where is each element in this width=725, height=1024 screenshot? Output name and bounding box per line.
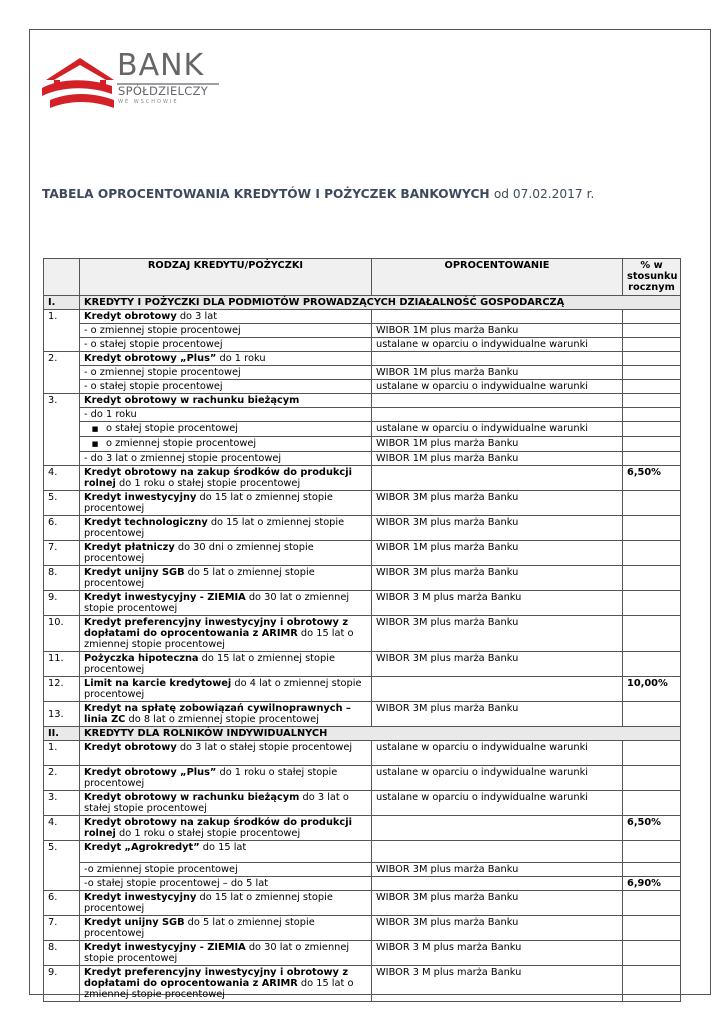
table-header <box>44 259 681 296</box>
logo-bank-text: BANK <box>117 48 205 83</box>
title-date: od 07.02.2017 r. <box>493 187 595 201</box>
table-row: - do 1 roku <box>44 408 681 422</box>
table-row: 6. Kredyt technologiczny do 15 lat o zmiennej stopie procentowej WIBOR 3M plus marża Banku <box>44 516 681 541</box>
table-row: 3. Kredyt obrotowy w rachunku bieżącym do 3 lat o stałej stopie procentowej ustalane w oparciu o indywidualne warunki <box>44 791 681 816</box>
table-row: 2. Kredyt obrotowy „Plus” do 1 roku o stałej stopie procentowej ustalane w oparciu o indywidualne warunki <box>44 766 681 791</box>
table-row: ■ o stałej stopie procentowej ustalane w oparciu o indywidualne warunki <box>44 422 681 437</box>
table-row: 6. Kredyt inwestycyjny do 15 lat o zmiennej stopie procentowej WIBOR 3M plus marża Banku <box>44 891 681 916</box>
logo-subtitle-location: WE WSCHOWIE <box>118 99 179 105</box>
bullet-icon: ■ <box>91 440 99 448</box>
table-row: - do 3 lat o zmiennej stopie procentowej WIBOR 1M plus marża Banku <box>44 452 681 466</box>
page-title <box>42 187 594 201</box>
table-row: 7. Kredyt płatniczy do 30 dni o zmiennej stopie procentowej WIBOR 1M plus marża Banku <box>44 541 681 566</box>
table-row: 7. Kredyt unijny SGB do 5 lat o zmiennej stopie procentowej WIBOR 3M plus marża Banku <box>44 916 681 941</box>
section-row: I. KREDYTY I POŻYCZKI DLA PODMIOTÓW PROWADZĄCYCH DZIAŁALNOŚĆ GOSPODARCZĄ <box>44 296 681 310</box>
table-row: 5. Kredyt „Agrokredyt” do 15 lat <box>44 841 681 863</box>
table-row: -o zmiennej stopie procentowej WIBOR 3M plus marża Banku <box>44 863 681 877</box>
table-row: - o zmiennej stopie procentowej WIBOR 1M plus marża Banku <box>44 366 681 380</box>
header-type: RODZAJ KREDYTU/POŻYCZKI <box>80 259 372 296</box>
table-row: 10. Kredyt preferencyjny inwestycyjny i obrotowy z dopłatami do oprocentowania z ARIMR do 15 lat o zmiennej stopie procentowej WIBOR 3M plus marża Banku <box>44 616 681 652</box>
table-row: 8. Kredyt unijny SGB do 5 lat o zmiennej stopie procentowej WIBOR 3M plus marża Banku <box>44 566 681 591</box>
table-row: - o stałej stopie procentowej ustalane w oparciu o indywidualne warunki <box>44 380 681 394</box>
table-row: -o stałej stopie procentowej – do 5 lat 6,90% <box>44 877 681 891</box>
table-row: 12. Limit na karcie kredytowej do 4 lat o zmiennej stopie procentowej 10,00% <box>44 677 681 702</box>
table-row: 8. Kredyt inwestycyjny - ZIEMIA do 30 lat o zmiennej stopie procentowej WIBOR 3 M plus marża Banku <box>44 941 681 966</box>
table-row: 2. Kredyt obrotowy „Plus” do 1 roku <box>44 352 681 366</box>
table-row: 5. Kredyt inwestycyjny do 15 lat o zmiennej stopie procentowej WIBOR 3M plus marża Banku <box>44 491 681 516</box>
table-row: 3. Kredyt obrotowy w rachunku bieżącym <box>44 394 681 408</box>
table-row: 4. Kredyt obrotowy na zakup środków do produkcji rolnej do 1 roku o stałej stopie procentowej 6,50% <box>44 466 681 491</box>
table-row: - o zmiennej stopie procentowej WIBOR 1M plus marża Banku <box>44 324 681 338</box>
table-row: 11. Pożyczka hipoteczna do 15 lat o zmiennej stopie procentowej WIBOR 3M plus marża Banku <box>44 652 681 677</box>
table-row: 1. Kredyt obrotowy do 3 lat o stałej stopie procentowej ustalane w oparciu o indywidualne warunki <box>44 741 681 766</box>
rates-table <box>43 258 681 1002</box>
header-rate: OPROCENTOWANIE <box>372 259 623 296</box>
table-row: 9. Kredyt inwestycyjny - ZIEMIA do 30 lat o zmiennej stopie procentowej WIBOR 3 M plus marża Banku <box>44 591 681 616</box>
table-row: 1. Kredyt obrotowy do 3 lat <box>44 310 681 324</box>
logo-subtitle: SPÓŁDZIELCZY <box>118 84 209 98</box>
table-row: - o stałej stopie procentowej ustalane w oparciu o indywidualne warunki <box>44 338 681 352</box>
bullet-icon: ■ <box>91 425 99 433</box>
title-main: TABELA OPROCENTOWANIA KREDYTÓW I POŻYCZEK BANKOWYCH <box>42 187 490 201</box>
header-percent: % w stosunku rocznym <box>623 259 681 296</box>
table-row: 4. Kredyt obrotowy na zakup środków do produkcji rolnej do 1 roku o stałej stopie procentowej 6,50% <box>44 816 681 841</box>
table-row: 13. Kredyt na spłatę zobowiązań cywilnoprawnych – linia ZC do 8 lat o zmiennej stopie procentowej WIBOR 3M plus marża Banku <box>44 702 681 727</box>
table-row: ■ o zmiennej stopie procentowej WIBOR 1M plus marża Banku <box>44 437 681 452</box>
section-row: II. KREDYTY DLA ROLNIKÓW INDYWIDUALNYCH <box>44 727 681 741</box>
table-row: 9. Kredyt preferencyjny inwestycyjny i obrotowy z dopłatami do oprocentowania z ARIMR do 15 lat o zmiennej stopie procentowej WIBOR 3 M plus marża Banku <box>44 966 681 1002</box>
